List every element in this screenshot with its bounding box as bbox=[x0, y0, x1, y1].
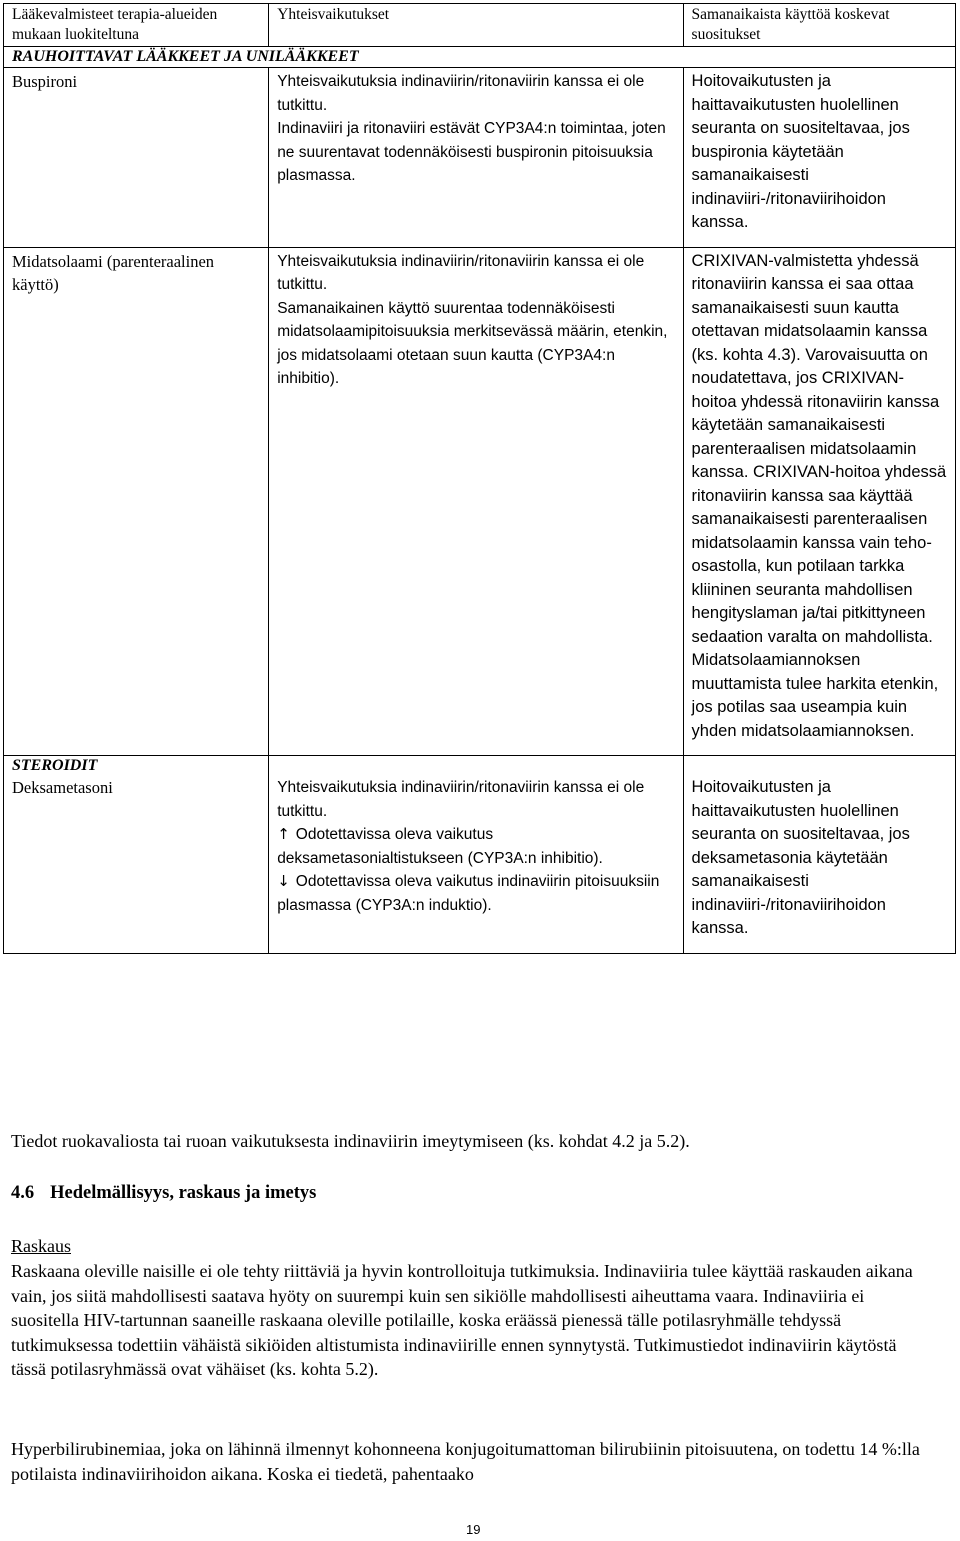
arrow-up-icon: ↑ bbox=[277, 825, 290, 843]
table-header-row bbox=[4, 4, 956, 47]
hyperbilirubinemia-paragraph: Hyperbilirubinemiaa, joka on lähinnä ilmennyt kohonneena konjugoitumattoman bilirubiinin pitoisuutena, on todettu 14 %:lla potilaista indinaviirihoidon aikana. Koska ei tiedetä, pahentaako bbox=[11, 1439, 920, 1484]
recommendation-midazolam bbox=[683, 247, 955, 756]
header-recommendations: Samanaikaista käyttöä koskevat suositukset bbox=[683, 4, 955, 47]
interaction-text: Yhteisvaikutuksia indinaviirin/ritonaviirin kanssa ei ole tutkittu. bbox=[277, 779, 645, 820]
recommendation-text: CRIXIVAN-valmistetta yhdessä ritonaviirin kanssa ei saa ottaa samanaikaisesti suun kautta otettavan midatsolaamin kanssa (ks. kohta 4.3). bbox=[691, 251, 928, 364]
section-title: Hedelmällisyys, raskaus ja imetys bbox=[50, 1183, 317, 1203]
section-steroids-label: STEROIDIT bbox=[12, 757, 98, 774]
interaction-buspirone bbox=[269, 68, 683, 248]
header-interactions: Yhteisvaikutukset bbox=[269, 4, 683, 47]
arrow-down-icon: ↓ bbox=[277, 872, 290, 890]
drug-name-dexamethasone: Deksametasoni bbox=[12, 778, 113, 797]
interaction-dexamethasone bbox=[269, 756, 683, 954]
drug-interaction-table bbox=[3, 3, 956, 954]
recommendation-dexamethasone: Hoitovaikutusten ja haittavaikutusten huolellinen seuranta on suositeltavaa, jos deksametasonia käytetään samanaikaisesti indinaviiri-/ritonaviirihoidon kanssa. bbox=[683, 756, 955, 954]
section-heading bbox=[11, 1181, 921, 1206]
drug-name-midazolam: Midatsolaami (parenteraalinen käyttö) bbox=[4, 247, 269, 756]
interaction-text: Samanaikainen käyttö suurentaa todennäköisesti midatsolaamipitoisuuksia merkitsevässä määrin, etenkin, jos midatsolaami otetaan suun kautta (CYP3A4:n inhibitio). bbox=[277, 299, 668, 387]
interaction-increase: ↑ Odotettavissa oleva vaikutus deksametasonialtistukseen (CYP3A:n inhibitio). bbox=[277, 825, 603, 867]
table-row-midazolam bbox=[4, 247, 956, 756]
interaction-decrease: ↓ Odotettavissa oleva vaikutus indinaviirin pitoisuuksiin plasmassa (CYP3A:n induktio). bbox=[277, 872, 660, 914]
pregnancy-subheading: Raskaus bbox=[11, 1236, 71, 1256]
recommendation-text: Varovaisuutta on noudatettava, jos CRIXIVAN-hoitoa yhdessä ritonaviirin kanssa käytetään samanaikaisesti parenteraalisen midatsolaamin kanssa. bbox=[691, 345, 940, 481]
page-number: 19 bbox=[466, 1522, 481, 1537]
recommendation-text: Midatsolaamiannoksen muuttamista tulee harkita etenkin, jos potilas saa useampia kuin yhden midatsolaamiannoksen. bbox=[691, 651, 939, 740]
table-row-steroids bbox=[4, 756, 956, 954]
table-row-buspirone bbox=[4, 68, 956, 248]
steroid-section-cell bbox=[4, 756, 269, 954]
recommendation-text: CRIXIVAN-hoitoa yhdessä ritonaviirin kanssa saa käyttää samanaikaisesti parenteraalisen midatsolaamin kanssa vain teho-osastolla, kun potilaan tarkka kliininen seuranta mahdollisen hengityslaman ja/tai pitkittyneen sedaation varalta on mahdollista. bbox=[691, 463, 947, 646]
interaction-midazolam bbox=[269, 247, 683, 756]
table-section-row bbox=[4, 47, 956, 68]
section-number: 4.6 bbox=[11, 1183, 35, 1203]
interaction-text: Yhteisvaikutuksia indinaviirin/ritonaviirin kanssa ei ole tutkittu. bbox=[277, 252, 645, 293]
drug-name-buspirone: Buspironi bbox=[4, 68, 269, 248]
recommendation-buspirone: Hoitovaikutusten ja haittavaikutusten huolellinen seuranta on suositeltavaa, jos buspironia käytetään samanaikaisesti indinaviiri-/ritonaviirihoidon kanssa. bbox=[683, 68, 955, 248]
interaction-text: Yhteisvaikutuksia indinaviirin/ritonaviirin kanssa ei ole tutkittu. bbox=[277, 73, 645, 114]
pregnancy-paragraph: Raskaana oleville naisille ei ole tehty riittäviä ja hyvin kontrolloituja tutkimuksia. Indinaviiria tulee käyttää raskauden aikana vain, jos siitä mahdollisesti saatava hyöty on suurempi kuin sen sikiölle mahdollisesti aiheuttama vaara. Indinaviiria ei suositella HIV-tartunnan saaneille raskaana oleville potilaille, koska eräässä pienessä tälle potilasryhmälle tehdyssä tutkimuksessa todettiin vähäistä sikiöiden altistumista indinaviirille ennen synnytystä. Tutkimustiedot indinaviirin käytöstä tässä potilasryhmässä ovat vähäiset (ks. kohta 5.2). bbox=[11, 1261, 913, 1379]
section-sedatives-label: RAUHOITTAVAT LÄÄKKEET JA UNILÄÄKKEET bbox=[4, 47, 956, 68]
food-note: Tiedot ruokavaliosta tai ruoan vaikutuksesta indinaviirin imeytymiseen (ks. kohdat 4.2 ja 5.2). bbox=[11, 1131, 690, 1151]
interaction-text: Indinaviiri ja ritonaviiri estävät CYP3A4:n toimintaa, joten ne suurentavat todennäköisesti buspironin pitoisuuksia plasmassa. bbox=[277, 120, 666, 184]
header-drug-class: Lääkevalmisteet terapia-alueiden mukaan luokiteltuna bbox=[4, 4, 269, 47]
